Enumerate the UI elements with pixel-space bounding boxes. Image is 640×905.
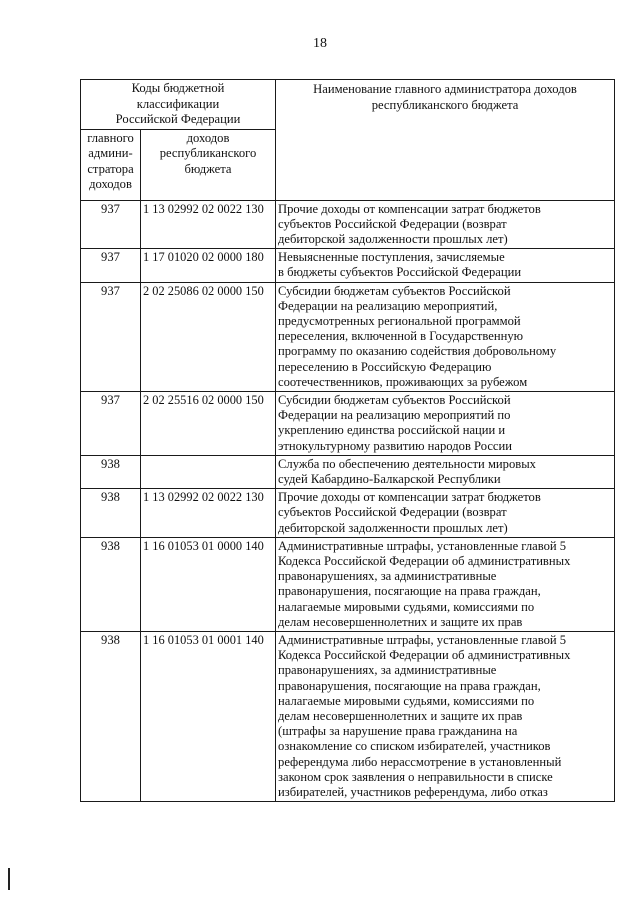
- admin-code-cell: 938: [81, 537, 141, 631]
- description-line: Кодекса Российской Федерации об административных: [278, 553, 571, 568]
- table-row: [81, 631, 615, 801]
- description-line: дебиторской задолженности прошлых лет): [278, 520, 508, 535]
- description-line: Прочие доходы от компенсации затрат бюджетов: [278, 201, 541, 216]
- description-line: Невыясненные поступления, зачисляемые: [278, 250, 505, 265]
- description-line: правонарушениях, за административные: [278, 569, 497, 584]
- description-line: правонарушения, посягающие на права граждан,: [278, 584, 541, 599]
- admin-code-cell: 937: [81, 391, 141, 455]
- header-line: админи-: [88, 146, 133, 160]
- revenue-code-header: [141, 129, 276, 200]
- revenue-code-cell: 1 17 01020 02 0000 180: [141, 249, 276, 282]
- admin-code-header: [81, 129, 141, 200]
- revenue-name-cell: [276, 282, 615, 391]
- description-line: правонарушениях, за административные: [278, 663, 497, 678]
- description-line: Служба по обеспечению деятельности мировых: [278, 456, 536, 471]
- revenue-name-cell: [276, 489, 615, 538]
- admin-code-cell: 937: [81, 200, 141, 249]
- description-line: предусмотренных региональной программой: [278, 313, 521, 328]
- header-line: доходов: [186, 130, 230, 145]
- table-row: [81, 537, 615, 631]
- header-line: Наименование главного администратора доходов: [313, 82, 577, 96]
- header-line: республиканского: [159, 146, 257, 160]
- description-line: соотечественников, проживающих за рубежом: [278, 374, 528, 389]
- description-line: правонарушения, посягающие на права граждан,: [278, 678, 541, 693]
- revenue-name-cell: [276, 249, 615, 282]
- table-body: [81, 200, 615, 802]
- revenue-code-cell: 1 16 01053 01 0001 140: [141, 631, 276, 801]
- header-line: стратора: [87, 161, 134, 176]
- description-line: укреплению единства российской нации и: [278, 423, 506, 438]
- description-line: программу по оказанию содействия добровольному: [278, 344, 557, 359]
- description-line: Административные штрафы, установленные главой 5: [278, 538, 567, 553]
- description-line: переселения, включенной в Государственную: [278, 329, 524, 344]
- table-row: [81, 455, 615, 488]
- description-line: переселению в Российскую Федерацию: [278, 359, 492, 374]
- header-line: Коды бюджетной: [131, 81, 225, 95]
- table-row: [81, 489, 615, 538]
- description-line: дебиторской задолженности прошлых лет): [278, 231, 508, 246]
- revenue-name-cell: [276, 631, 615, 801]
- admin-code-cell: 937: [81, 249, 141, 282]
- revenue-code-cell: [141, 455, 276, 488]
- header-line: классификации: [136, 96, 220, 111]
- table-row: [81, 282, 615, 391]
- admin-code-cell: 938: [81, 631, 141, 801]
- admin-code-cell: 938: [81, 489, 141, 538]
- header-line: бюджета: [184, 161, 232, 176]
- description-line: субъектов Российской Федерации (возврат: [278, 216, 507, 231]
- description-line: Административные штрафы, установленные главой 5: [278, 632, 567, 647]
- description-line: делам несовершеннолетних и защите их прав: [278, 709, 523, 723]
- page-number: 18: [313, 36, 327, 51]
- description-line: законом срок заявления о неправильности в списке: [278, 769, 553, 784]
- description-line: Федерации на реализацию мероприятий по: [278, 408, 511, 423]
- description-line: субъектов Российской Федерации (возврат: [278, 505, 507, 520]
- revenue-code-cell: 1 13 02992 02 0022 130: [141, 200, 276, 249]
- description-line: налагаемые мировыми судьями, комиссиями по: [278, 693, 535, 708]
- table-row: [81, 391, 615, 455]
- revenue-code-cell: 1 16 01053 01 0000 140: [141, 537, 276, 631]
- header-line: республиканского бюджета: [371, 98, 519, 112]
- description-line: референдума либо нерассмотрение в установленный: [278, 754, 562, 769]
- margin-mark: [8, 868, 10, 890]
- description-line: в бюджеты субъектов Российской Федерации: [278, 265, 522, 280]
- header-line: доходов: [89, 177, 132, 191]
- revenue-code-cell: 1 13 02992 02 0022 130: [141, 489, 276, 538]
- description-line: этнокультурному развитию народов России: [278, 438, 513, 453]
- description-line: избирателей, участников референдума, либо отказ: [278, 785, 548, 800]
- admin-code-cell: 938: [81, 455, 141, 488]
- table-row: [81, 249, 615, 282]
- description-line: Федерации на реализацию мероприятий,: [278, 298, 498, 313]
- revenue-name-cell: [276, 391, 615, 455]
- table-row: [81, 200, 615, 249]
- description-line: судей Кабардино-Балкарской Республики: [278, 471, 501, 486]
- revenue-code-cell: 2 02 25086 02 0000 150: [141, 282, 276, 391]
- description-line: ознакомление со списком избирателей, участников: [278, 739, 551, 754]
- header-line: главного: [87, 130, 134, 145]
- description-line: Субсидии бюджетам субъектов Российской: [278, 283, 511, 298]
- budget-codes-table: [80, 79, 615, 802]
- header-line: Российской Федерации: [115, 112, 241, 126]
- description-line: Субсидии бюджетам субъектов Российской: [278, 392, 511, 407]
- description-line: Прочие доходы от компенсации затрат бюджетов: [278, 490, 541, 505]
- revenue-name-cell: [276, 200, 615, 249]
- description-line: налагаемые мировыми судьями, комиссиями по: [278, 599, 535, 614]
- revenue-name-cell: [276, 455, 615, 488]
- revenue-name-cell: [276, 537, 615, 631]
- classification-codes-header: [81, 80, 276, 130]
- description-line: Кодекса Российской Федерации об административных: [278, 648, 571, 663]
- description-line: (штрафы за нарушение права гражданина на: [278, 724, 518, 739]
- administrator-name-header: [276, 80, 615, 201]
- description-line: делам несовершеннолетних и защите их прав: [278, 614, 523, 629]
- admin-code-cell: 937: [81, 282, 141, 391]
- revenue-code-cell: 2 02 25516 02 0000 150: [141, 391, 276, 455]
